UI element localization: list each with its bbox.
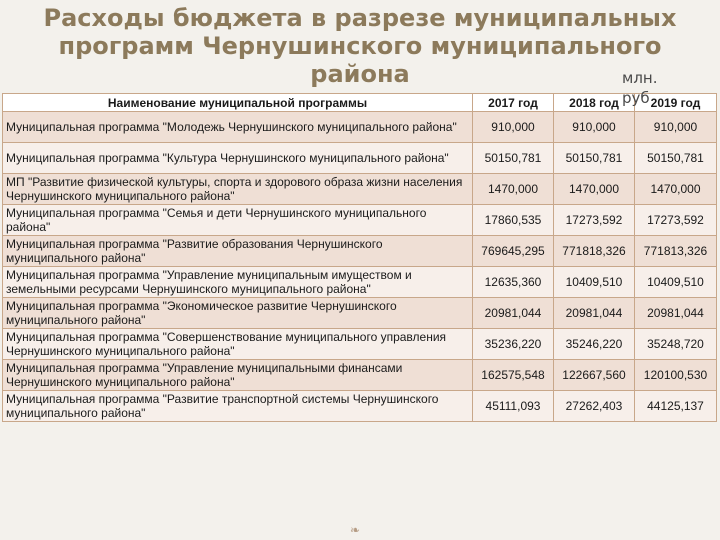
program-name-cell: Муниципальная программа "Семья и дети Чернушинского муниципального района" bbox=[3, 205, 473, 236]
value-2018-cell: 20981,044 bbox=[554, 298, 635, 329]
program-name-cell: Муниципальная программа "Экономическое развитие Чернушинского муниципального района" bbox=[3, 298, 473, 329]
table-row bbox=[3, 329, 717, 360]
column-header-2018: 2018 год bbox=[554, 94, 635, 112]
value-2018-cell: 10409,510 bbox=[554, 267, 635, 298]
table-header-row bbox=[3, 94, 717, 112]
value-2018-cell: 17273,592 bbox=[554, 205, 635, 236]
value-2017-cell: 162575,548 bbox=[473, 360, 554, 391]
column-header-2017: 2017 год bbox=[473, 94, 554, 112]
value-2017-cell: 12635,360 bbox=[473, 267, 554, 298]
table-row bbox=[3, 360, 717, 391]
value-2019-cell: 50150,781 bbox=[635, 143, 717, 174]
value-2019-cell: 10409,510 bbox=[635, 267, 717, 298]
program-name-cell: Муниципальная программа "Управление муниципальным имуществом и земельными ресурсами Чернушинского муниципального района" bbox=[3, 267, 473, 298]
value-2017-cell: 50150,781 bbox=[473, 143, 554, 174]
value-2017-cell: 45111,093 bbox=[473, 391, 554, 422]
table-row bbox=[3, 391, 717, 422]
unit-label: млн. руб bbox=[622, 69, 658, 107]
value-2019-cell: 1470,000 bbox=[635, 174, 717, 205]
program-name-cell: Муниципальная программа "Культура Чернушинского муниципального района" bbox=[3, 143, 473, 174]
program-name-cell: Муниципальная программа "Управление муниципальными финансами Чернушинского муниципального района" bbox=[3, 360, 473, 391]
program-name-cell: Муниципальная программа "Молодежь Чернушинского муниципального района" bbox=[3, 112, 473, 143]
value-2019-cell: 35248,720 bbox=[635, 329, 717, 360]
column-header-2019: 2019 год bbox=[635, 94, 717, 112]
program-name-cell: Муниципальная программа "Развитие образования Чернушинского муниципального района" bbox=[3, 236, 473, 267]
program-name-cell: Муниципальная программа "Совершенствование муниципального управления Чернушинского муниципального района" bbox=[3, 329, 473, 360]
value-2018-cell: 35246,220 bbox=[554, 329, 635, 360]
value-2019-cell: 17273,592 bbox=[635, 205, 717, 236]
column-header-program: Наименование муниципальной программы bbox=[3, 94, 473, 112]
value-2017-cell: 20981,044 bbox=[473, 298, 554, 329]
value-2018-cell: 122667,560 bbox=[554, 360, 635, 391]
table-row bbox=[3, 112, 717, 143]
table-row bbox=[3, 267, 717, 298]
value-2017-cell: 769645,295 bbox=[473, 236, 554, 267]
program-name-cell: Муниципальная программа "Развитие транспортной системы Чернушинского муниципального района" bbox=[3, 391, 473, 422]
programs-table bbox=[2, 93, 717, 422]
value-2017-cell: 910,000 bbox=[473, 112, 554, 143]
value-2018-cell: 1470,000 bbox=[554, 174, 635, 205]
value-2019-cell: 20981,044 bbox=[635, 298, 717, 329]
table-row bbox=[3, 143, 717, 174]
value-2017-cell: 35236,220 bbox=[473, 329, 554, 360]
table-row bbox=[3, 298, 717, 329]
table-row bbox=[3, 174, 717, 205]
value-2018-cell: 771818,326 bbox=[554, 236, 635, 267]
table-row bbox=[3, 205, 717, 236]
page-title: Расходы бюджета в разрезе муниципальных программ Чернушинского муниципального района bbox=[43, 4, 677, 88]
value-2018-cell: 50150,781 bbox=[554, 143, 635, 174]
program-name-cell: МП "Развитие физической культуры, спорта и здорового образа жизни населения Чернушинского муниципального района" bbox=[3, 174, 473, 205]
value-2018-cell: 910,000 bbox=[554, 112, 635, 143]
value-2019-cell: 771813,326 bbox=[635, 236, 717, 267]
value-2019-cell: 910,000 bbox=[635, 112, 717, 143]
value-2019-cell: 44125,137 bbox=[635, 391, 717, 422]
value-2018-cell: 27262,403 bbox=[554, 391, 635, 422]
decorative-flourish-icon: ❧ bbox=[350, 523, 361, 537]
table-row bbox=[3, 236, 717, 267]
value-2017-cell: 1470,000 bbox=[473, 174, 554, 205]
value-2017-cell: 17860,535 bbox=[473, 205, 554, 236]
value-2019-cell: 120100,530 bbox=[635, 360, 717, 391]
